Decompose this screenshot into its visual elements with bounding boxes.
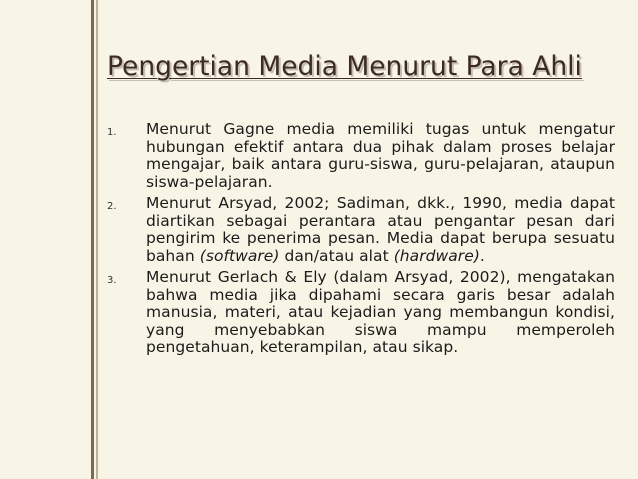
list-item-text-part: dan/atau alat bbox=[279, 246, 394, 265]
list-item-text-part: . bbox=[479, 246, 485, 265]
list-item-number: 2. bbox=[107, 201, 117, 212]
list-item-number: 3. bbox=[107, 275, 117, 286]
list-item-text bbox=[146, 195, 615, 265]
italic-term-software: (software) bbox=[199, 246, 280, 265]
list-item bbox=[107, 269, 615, 357]
list-item bbox=[107, 121, 615, 191]
list-item-text-part: Menurut Arsyad, 2002; Sadiman, dkk., 1990, media dapat diartikan sebagai perantara atau pengantar pesan dari pengirim ke penerima pesan. Media dapat berupa sesuatu bahan bbox=[146, 194, 615, 265]
definition-list bbox=[107, 121, 615, 361]
list-item-number: 1. bbox=[107, 127, 117, 138]
decorative-bar-dark bbox=[91, 0, 94, 479]
list-item-text: Menurut Gerlach & Ely (dalam Arsyad, 2002), mengatakan bahwa media jika dipahami secara garis besar adalah manusia, materi, atau kejadian yang membangun kondisi, yang menyebabkan siswa mampu memperoleh pengetahuan, keterampilan, atau sikap. bbox=[146, 268, 615, 356]
slide-title: Pengertian Media Menurut Para Ahli bbox=[107, 51, 582, 82]
italic-term-hardware: (hardware) bbox=[393, 246, 480, 265]
list-item bbox=[107, 195, 615, 265]
list-item-text: Menurut Gagne media memiliki tugas untuk mengatur hubungan efektif antara dua pihak dalam proses belajar mengajar, baik antara guru-siswa, guru-pelajaran, ataupun siswa-pelajaran. bbox=[146, 120, 615, 191]
decorative-bar-light bbox=[96, 0, 98, 479]
